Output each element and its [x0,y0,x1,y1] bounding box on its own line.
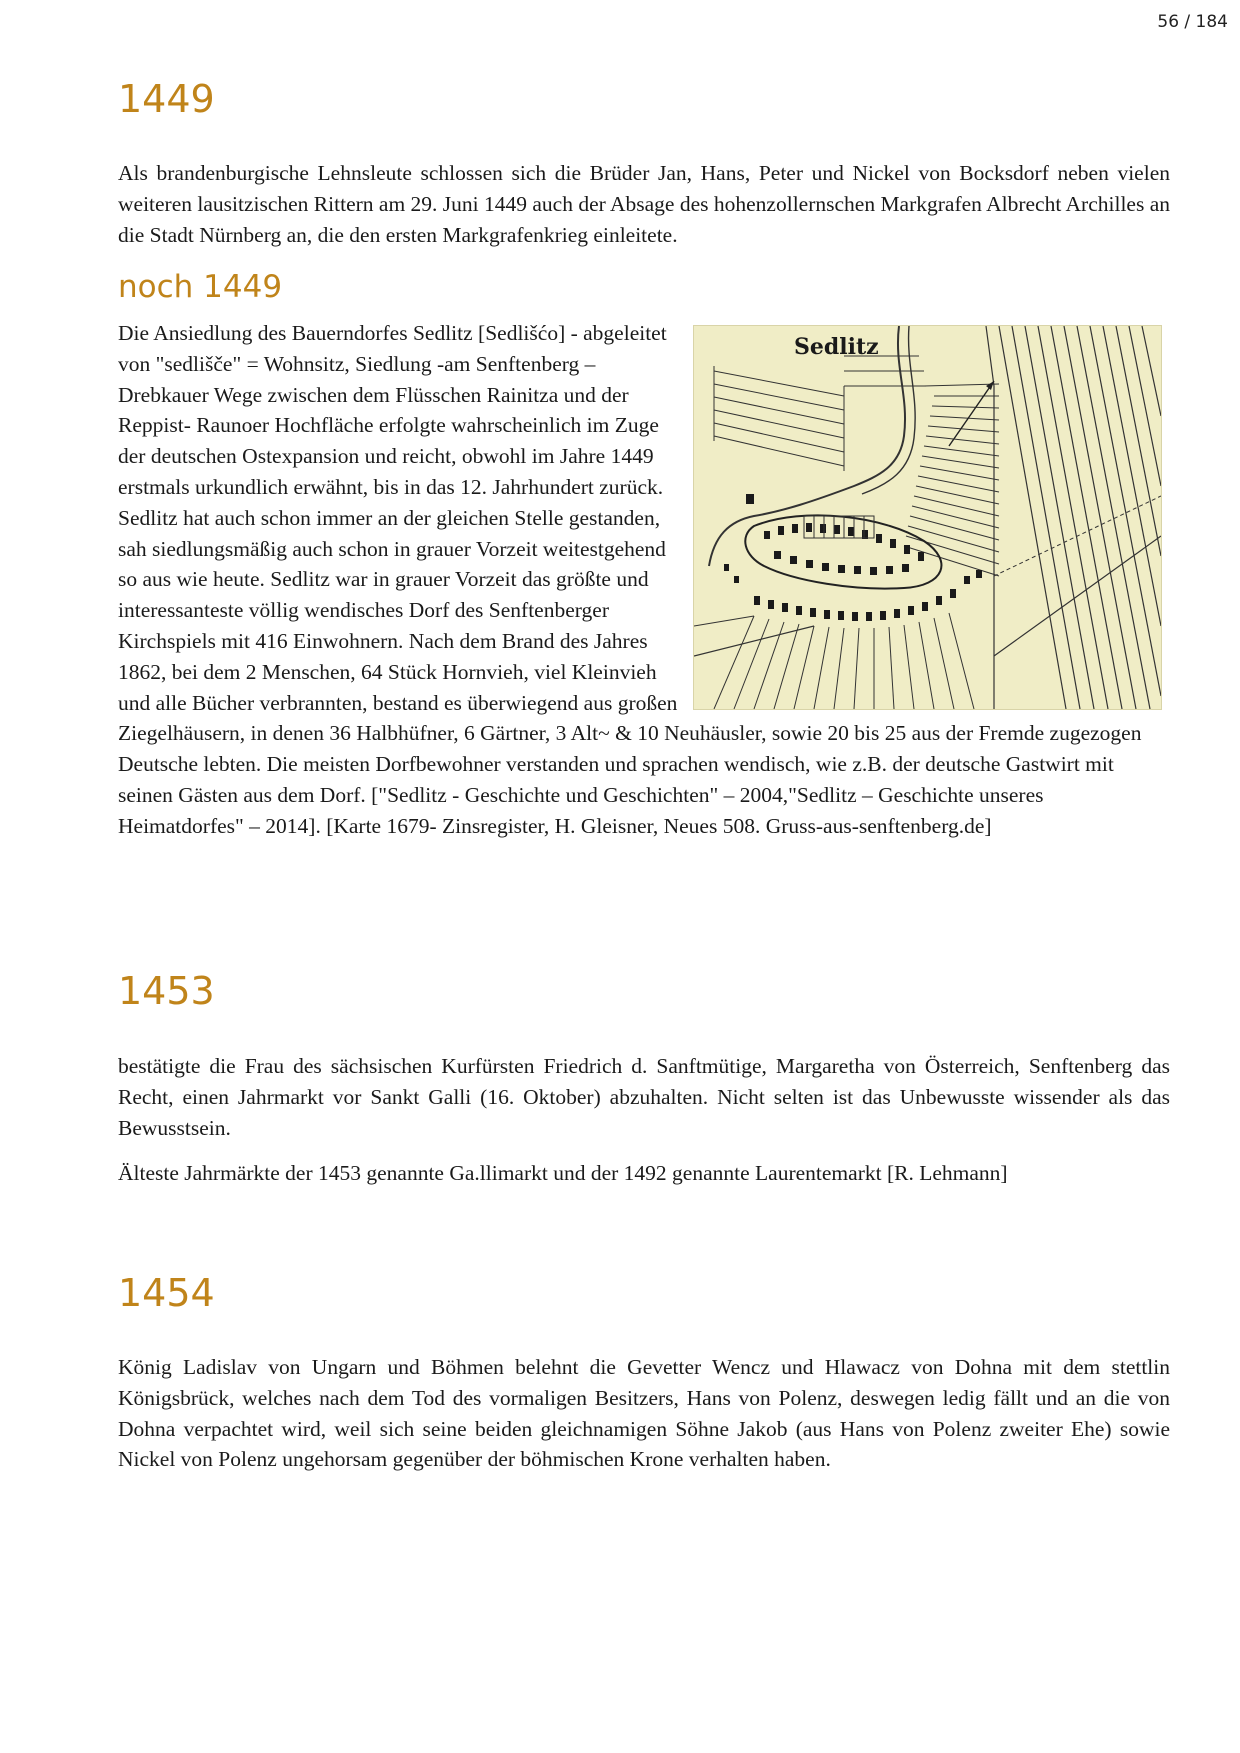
paragraph-noch-1449: Die Ansiedlung des Bauerndorfes Sedlitz [Sedlišćo] - abgeleitet von "sedlišče" = Wohnsitz, Siedlung -am Senftenberg – Drebkauer Wege zwischen dem Flüsschen Rainitza und der Reppist- Raunoer Hochfläche erfolgte wahrscheinlich im Zuge der deutschen Ostexpansion und reicht, obwohl im Jahre 1449 erstmals urkundlich erwähnt, bis in das 12. Jahrhundert zurück. Sedlitz hat auch schon immer an der gleichen Stelle gestanden, sah siedlungsmäßig auch schon in grauer Vorzeit weitestgehend so aus wie heute. Sedlitz war in grauer Vorzeit das größte und interessanteste völlig wendisches Dorf des Senftenberger Kirchspiels mit 416 Einwohnern. Nach dem Brand des Jahres 1862, bei dem 2 Menschen, 64 Stück Hornvieh, viel Kleinvieh und alle Bücher verbrannten, bestand es überwiegend aus großen Ziegelhäusern, in denen 36 Halbhüfner, 6 Gärtner, 3 Alt~ & 10 Neuhäusler, sowie 20 bis 25 aus der Fremde zugezogen Deutsche lebten. Die meisten Dorfbewohner verstanden und sprachen wendisch, wie z.B. der deutsche Gastwirt mit seinen Gästen aus dem Dorf. ["Sedlitz - Geschichte und Geschichten" – 2004,"Sedlitz – Geschichte unseres Heimatdorfes" – 2014]. [Karte 1679- Zinsregister, H. Gleisner, Neues 508. Gruss-aus-senftenberg.de] [118,321,1142,838]
paragraph-1453-a: bestätigte die Frau des sächsischen Kurfürsten Friedrich d. Sanftmütige, Margaretha von Österreich, Senftenberg das Recht, einen Jahrmarkt vor Sankt Galli (16. Oktober) abzuhalten. Nicht selten ist das Unbewusste wissender als das Bewusstsein. [118,1054,1170,1140]
heading-1454: 1454 [118,1271,215,1315]
paragraph-1453-b: Älteste Jahrmärkte der 1453 genannte Ga.llimarkt und der 1492 genannte Laurentemarkt [R. Lehmann] [118,1161,1008,1185]
sedlitz-map-drawing [694,326,1161,709]
heading-noch-1449: noch 1449 [118,269,283,305]
paragraph-1449: Als brandenburgische Lehnsleute schlossen sich die Brüder Jan, Hans, Peter und Nickel von Bocksdorf neben vielen weiteren lausitzischen Rittern am 29. Juni 1449 auch der Absage des hohenzollernschen Markgrafen Albrecht Archilles an die Stadt Nürnberg an, die den ersten Markgrafenkrieg einleitete. [118,161,1170,247]
page-number: 56 / 184 [1157,12,1228,32]
heading-1449: 1449 [118,77,215,121]
paragraph-1454: König Ladislav von Ungarn und Böhmen belehnt die Gevetter Wencz und Hlawacz von Dohna mit dem stettlin Königsbrück, welches nach dem Tod des vormaligen Besitzers, Hans von Polenz, deswegen ledig fällt und an die von Dohna verpachtet wird, weil sich seine beiden gleichnamigen Söhne Jakob (aus Hans von Polenz zweiter Ehe) sowie Nickel von Polenz ungehorsam gegenüber der böhmischen Krone verhalten haben. [118,1355,1170,1472]
map-title-label: Sedlitz [794,334,879,360]
heading-1453: 1453 [118,969,215,1013]
sedlitz-map-image [693,325,1162,710]
